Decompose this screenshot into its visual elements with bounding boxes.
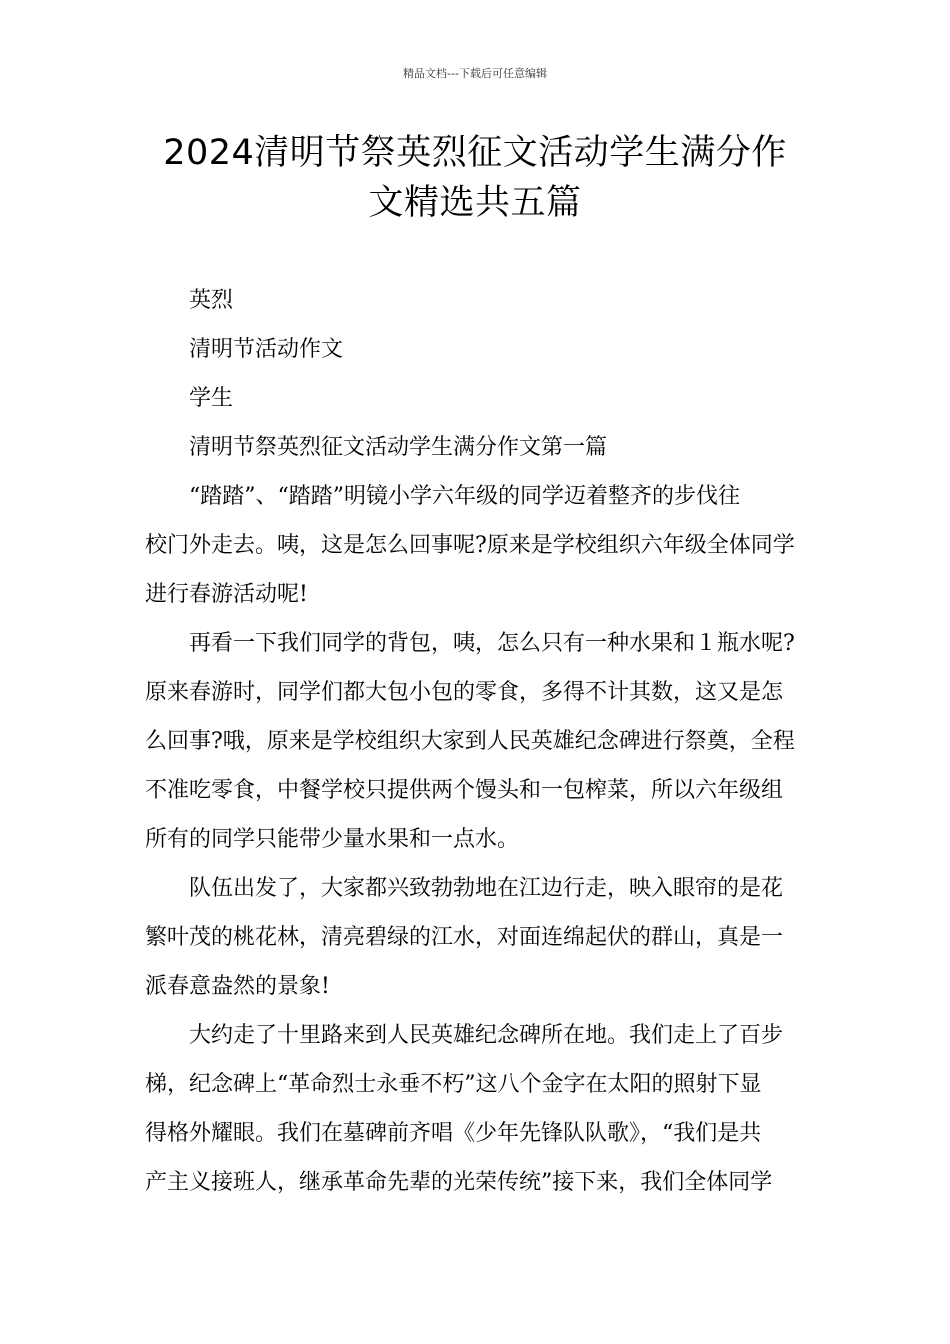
paragraph <box>145 1011 807 1207</box>
paragraph-line: 大约走了十里路来到人民英雄纪念碑所在地。我们走上了百步 <box>189 1023 784 1048</box>
paragraph-line: 队伍出发了，大家都兴致勃勃地在江边行走，映入眼帘的是花 <box>189 876 784 901</box>
section-heading: 清明节祭英烈征文活动学生满分作文第一篇 <box>189 435 608 460</box>
paragraph-line: 校门外走去。咦，这是怎么回事呢?原来是学校组织六年级全体同学 <box>145 533 795 558</box>
paragraph-line: 梯，纪念碑上“革命烈士永垂不朽”这八个金字在太阳的照射下显 <box>145 1072 762 1097</box>
paragraph-line: 产主义接班人，继承革命先辈的光荣传统”接下来，我们全体同学 <box>145 1170 773 1195</box>
paragraph <box>145 864 807 1011</box>
keyword-line: 学生 <box>189 386 234 411</box>
paragraph-line: 原来春游时，同学们都大包小包的零食，多得不计其数，这又是怎 <box>145 680 784 705</box>
paragraph-line: 繁叶茂的桃花林，清亮碧绿的江水，对面连绵起伏的群山，真是一 <box>145 925 784 950</box>
paragraph <box>145 472 807 619</box>
paragraph-line: 么回事?哦，原来是学校组织大家到人民英雄纪念碑进行祭奠，全程 <box>145 729 795 754</box>
paragraph-line: 派春意盎然的景象! <box>145 974 330 999</box>
title-line-2: 文精选共五篇 <box>368 183 582 223</box>
keyword-line: 清明节活动作文 <box>189 337 344 362</box>
paragraph-line: “踏踏”、“踏踏”明镜小学六年级的同学迈着整齐的步伐往 <box>189 484 740 509</box>
document-body <box>145 276 807 1207</box>
paragraph-line: 不准吃零食，中餐学校只提供两个馒头和一包榨菜，所以六年级组 <box>145 778 784 803</box>
header-note: 精品文档---下载后可任意编辑 <box>403 67 547 80</box>
paragraph-line: 所有的同学只能带少量水果和一点水。 <box>145 827 520 852</box>
paragraph <box>145 619 807 864</box>
title-line-1: 2024清明节祭英烈征文活动学生满分作 <box>163 133 787 173</box>
keyword-line: 英烈 <box>189 288 234 313</box>
paragraph-line: 再看一下我们同学的背包，咦，怎么只有一种水果和１瓶水呢? <box>189 631 795 656</box>
document-title <box>140 128 810 228</box>
paragraph-line: 得格外耀眼。我们在墓碑前齐唱《少年先锋队队歌》，“我们是共 <box>145 1121 762 1146</box>
paragraph-line: 进行春游活动呢! <box>145 582 308 607</box>
